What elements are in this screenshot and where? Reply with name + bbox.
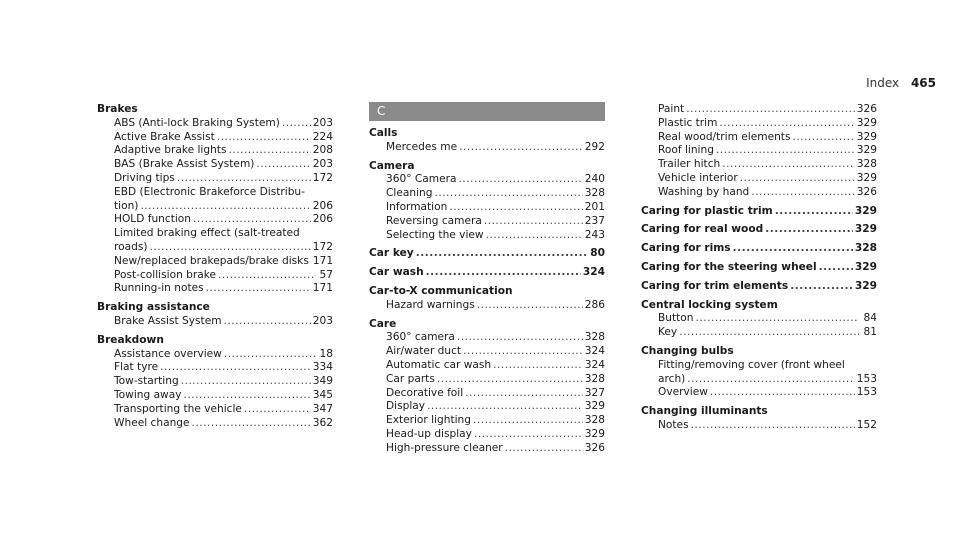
dot-leader	[427, 400, 583, 414]
page-ref: 153	[856, 386, 877, 399]
page-ref: 171	[312, 282, 333, 295]
page-ref: 324	[584, 345, 605, 358]
page-ref: 57	[319, 268, 333, 281]
entry-label: Transporting the vehicle	[114, 402, 242, 415]
dot-leader	[493, 359, 583, 373]
index-entry[interactable]	[641, 103, 877, 117]
page-ref: 171	[312, 254, 334, 267]
index-entry[interactable]	[97, 389, 333, 403]
page-ref: 329	[854, 204, 877, 217]
index-entry[interactable]	[369, 359, 605, 373]
entry-label: Mercedes me	[386, 140, 458, 153]
entry-label: Notes	[658, 418, 689, 431]
dot-leader	[474, 428, 583, 442]
entry-label: Real wood/trim elements	[658, 130, 791, 143]
index-entry[interactable]	[369, 345, 605, 359]
page-ref: 237	[584, 214, 605, 227]
page-ref: 349	[312, 375, 333, 388]
entry-label: Brake Assist System	[114, 314, 222, 327]
index-entry-wrap: EBD (Electronic Brakeforce Distribu-	[114, 185, 305, 198]
entry-label: Tow-starting	[114, 375, 179, 388]
index-entry[interactable]	[97, 200, 333, 214]
entry-label: Washing by hand	[658, 185, 750, 198]
dot-leader	[765, 223, 853, 237]
entry-label: HOLD function	[114, 213, 192, 226]
index-entry[interactable]	[97, 241, 333, 255]
page-ref: 81	[863, 326, 877, 339]
index-entry[interactable]	[97, 348, 333, 362]
page-ref: 201	[584, 200, 605, 213]
dot-leader	[437, 373, 583, 387]
index-entry[interactable]	[369, 414, 605, 428]
entry-label: 360° camera	[386, 331, 455, 344]
dot-leader	[505, 442, 583, 456]
page-ref: 326	[856, 103, 877, 115]
entry-label: Cleaning	[386, 187, 433, 200]
dot-leader	[740, 172, 855, 186]
page-ref: 203	[312, 314, 333, 327]
entry-label: Caring for the steering wheel	[641, 260, 817, 273]
index-entry-wrap: Limited braking effect (salt-treated	[114, 227, 300, 240]
page-ref: 203	[312, 116, 333, 129]
page-ref: 328	[584, 187, 605, 200]
index-heading: Changing bulbs	[641, 344, 734, 357]
dot-leader	[686, 103, 855, 117]
index-entry[interactable]	[97, 282, 333, 296]
page-ref: 324	[582, 266, 605, 279]
dot-leader	[434, 187, 582, 201]
entry-label: Active Brake Assist	[114, 130, 215, 143]
dot-leader	[224, 315, 311, 329]
page-header	[866, 76, 936, 90]
page-ref: 172	[312, 171, 333, 184]
index-entry[interactable]	[369, 173, 605, 187]
page-ref: 329	[854, 279, 877, 292]
index-entry[interactable]	[369, 201, 605, 215]
dot-leader	[486, 229, 583, 243]
index-entry[interactable]	[97, 417, 333, 431]
index-entry[interactable]	[97, 117, 333, 131]
index-entry[interactable]	[641, 419, 877, 433]
index-entry[interactable]	[641, 386, 877, 400]
dot-leader	[716, 144, 855, 158]
page-ref: 152	[856, 418, 877, 431]
page-ref: 329	[584, 427, 605, 440]
entry-label: Flat tyre	[114, 361, 159, 374]
dot-leader	[244, 403, 311, 417]
entry-label: Caring for plastic trim	[641, 204, 773, 217]
index-heading: Brakes	[97, 103, 138, 115]
entry-label: Car wash	[369, 266, 424, 279]
page-ref: 286	[584, 298, 605, 311]
entry-label: Towing away	[114, 388, 182, 401]
dot-leader	[416, 247, 587, 261]
index-heading: Central locking system	[641, 298, 778, 311]
index-entry[interactable]	[97, 131, 333, 145]
entry-label: Display	[386, 400, 426, 413]
page-ref: 334	[312, 361, 333, 374]
entry-label: Information	[386, 200, 448, 213]
index-entry[interactable]	[97, 172, 333, 186]
entry-label: tion)	[114, 199, 139, 212]
index-entry[interactable]	[369, 187, 605, 201]
page-ref: 172	[312, 240, 333, 253]
index-heading-entry[interactable]	[369, 247, 605, 261]
entry-label: Trailer hitch	[658, 158, 721, 171]
page-ref: 243	[584, 228, 605, 241]
dot-leader	[206, 282, 311, 296]
page-ref: 206	[312, 213, 333, 226]
entry-label: 360° Camera	[386, 173, 457, 186]
index-entry[interactable]	[641, 326, 877, 340]
dot-leader	[819, 261, 853, 275]
dot-leader	[183, 389, 310, 403]
page-ref: 328	[584, 372, 605, 385]
page-ref: 345	[312, 388, 333, 401]
dot-leader	[458, 173, 582, 187]
index-entry[interactable]	[97, 315, 333, 329]
page-ref: 329	[584, 400, 605, 413]
entry-label: High-pressure cleaner	[386, 441, 503, 454]
index-entry[interactable]	[369, 428, 605, 442]
dot-leader	[484, 215, 583, 229]
entry-label: Car parts	[386, 372, 435, 385]
dot-leader	[687, 373, 854, 387]
entry-label: Decorative foil	[386, 386, 464, 399]
entry-label: ABS (Anti-lock Braking System)	[114, 116, 280, 129]
dot-leader	[457, 331, 583, 345]
index-entry[interactable]	[97, 255, 333, 269]
index-heading: Breakdown	[97, 333, 164, 346]
entry-label: Running-in notes	[114, 282, 204, 295]
index-heading: Calls	[369, 127, 398, 139]
entry-label: New/replaced brakepads/brake disks	[114, 254, 309, 267]
entry-label: arch)	[658, 372, 686, 385]
index-entry[interactable]	[641, 186, 877, 200]
index-heading-entry[interactable]	[641, 205, 877, 219]
page-ref: 324	[584, 358, 605, 371]
page-ref: 80	[590, 247, 605, 260]
dot-leader	[691, 419, 855, 433]
dot-leader	[465, 387, 583, 401]
page-ref: 153	[856, 372, 877, 385]
index-column-3	[641, 103, 877, 433]
index-entry[interactable]	[641, 312, 877, 326]
index-column-2	[369, 102, 605, 456]
page-ref: 84	[863, 312, 877, 325]
page-ref: 326	[584, 441, 605, 454]
page-ref: 224	[312, 130, 333, 143]
page-ref: 208	[312, 144, 333, 157]
index-entry[interactable]	[369, 331, 605, 345]
page-ref: 326	[856, 185, 877, 198]
section-title: Index	[866, 76, 900, 90]
dot-leader	[181, 375, 311, 389]
entry-label: Button	[658, 312, 694, 325]
dot-leader	[282, 117, 311, 131]
dot-leader	[140, 200, 310, 214]
page-ref: 328	[584, 331, 605, 344]
entry-label: Hazard warnings	[386, 298, 475, 311]
index-entry[interactable]	[369, 299, 605, 313]
index-entry[interactable]	[369, 141, 605, 155]
dot-leader	[696, 312, 860, 326]
index-entry[interactable]	[369, 400, 605, 414]
page-ref: 329	[854, 223, 877, 236]
page-ref: 329	[856, 130, 877, 143]
index-heading: Care	[369, 317, 397, 330]
entry-label: Caring for rims	[641, 242, 731, 255]
page-ref: 329	[856, 116, 877, 129]
entry-label: Adaptive brake lights	[114, 144, 227, 157]
index-heading-entry[interactable]	[641, 261, 877, 275]
index-entry[interactable]	[641, 172, 877, 186]
index-entry[interactable]	[641, 158, 877, 172]
page-ref: 347	[312, 402, 333, 415]
dot-leader	[792, 131, 854, 145]
index-heading-entry[interactable]	[641, 242, 877, 256]
entry-label: BAS (Brake Assist System)	[114, 158, 255, 171]
page-ref: 362	[312, 416, 333, 429]
entry-label: roads)	[114, 240, 148, 253]
index-entry[interactable]	[97, 269, 333, 283]
index-entry[interactable]	[97, 403, 333, 417]
dot-leader	[228, 144, 310, 158]
dot-leader	[790, 280, 853, 294]
dot-leader	[256, 158, 310, 172]
entry-label: Reversing camera	[386, 214, 482, 227]
page-ref: 328	[856, 158, 877, 171]
entry-label: Driving tips	[114, 171, 175, 184]
page-ref: 328	[854, 242, 877, 255]
dot-leader	[722, 158, 855, 172]
index-entry[interactable]	[641, 373, 877, 387]
dot-leader	[160, 361, 311, 375]
index-entry[interactable]	[641, 144, 877, 158]
section-letter: C	[369, 102, 605, 121]
entry-label: Post-collision brake	[114, 268, 216, 281]
entry-label: Vehicle interior	[658, 171, 738, 184]
entry-label: Car key	[369, 247, 414, 260]
index-heading: Camera	[369, 159, 415, 172]
page-ref: 327	[584, 386, 605, 399]
dot-leader	[719, 117, 854, 131]
dot-leader	[775, 205, 853, 219]
entry-label: Wheel change	[114, 416, 190, 429]
page-ref: 18	[319, 347, 333, 360]
dot-leader	[710, 386, 855, 400]
entry-label: Paint	[658, 103, 685, 115]
page-number: 465	[910, 76, 936, 90]
entry-label: Air/water duct	[386, 345, 462, 358]
index-heading-entry[interactable]	[641, 223, 877, 237]
dot-leader	[149, 241, 310, 255]
dot-leader	[459, 141, 583, 155]
entry-label: Caring for real wood	[641, 223, 764, 236]
entry-label: Caring for trim elements	[641, 279, 789, 292]
index-entry[interactable]	[641, 131, 877, 145]
dot-leader	[192, 417, 311, 431]
index-heading: Braking assistance	[97, 301, 210, 314]
index-entry[interactable]	[369, 442, 605, 456]
index-entry[interactable]	[97, 158, 333, 172]
dot-leader	[733, 242, 853, 256]
entry-label: Plastic trim	[658, 116, 718, 129]
entry-label: Roof lining	[658, 144, 714, 157]
index-heading-entry[interactable]	[369, 266, 605, 280]
entry-label: Exterior lighting	[386, 414, 471, 427]
index-entry[interactable]	[97, 361, 333, 375]
dot-leader	[193, 213, 311, 227]
index-entry[interactable]	[97, 144, 333, 158]
entry-label: Automatic car wash	[386, 358, 492, 371]
entry-label: Overview	[658, 386, 708, 399]
dot-leader	[473, 414, 583, 428]
dot-leader	[426, 266, 581, 280]
page-ref: 203	[312, 158, 333, 171]
page-ref: 240	[584, 173, 605, 186]
dot-leader	[751, 186, 854, 200]
index-entry[interactable]	[97, 213, 333, 227]
entry-label: Head-up display	[386, 427, 472, 440]
index-entry-wrap: Fitting/removing cover (front wheel	[658, 358, 845, 371]
index-heading: Car-to-X communication	[369, 284, 513, 297]
page-ref: 292	[584, 140, 605, 153]
page-ref: 206	[312, 199, 333, 212]
index-entry[interactable]	[369, 215, 605, 229]
page-ref: 329	[856, 144, 877, 157]
dot-leader	[177, 172, 311, 186]
dot-leader	[217, 131, 311, 145]
entry-label: Assistance overview	[114, 347, 222, 360]
index-entry[interactable]	[97, 375, 333, 389]
index-entry[interactable]	[369, 373, 605, 387]
entry-label: Key	[658, 326, 678, 339]
page-ref: 329	[854, 260, 877, 273]
index-heading-entry[interactable]	[641, 280, 877, 294]
page-ref: 329	[856, 171, 877, 184]
dot-leader	[463, 345, 583, 359]
page-ref: 328	[584, 414, 605, 427]
dot-leader	[224, 348, 315, 362]
index-entry[interactable]	[641, 117, 877, 131]
index-heading: Changing illuminants	[641, 405, 768, 418]
index-entry[interactable]	[369, 229, 605, 243]
dot-leader	[679, 326, 859, 340]
dot-leader	[218, 269, 315, 283]
index-entry[interactable]	[369, 387, 605, 401]
entry-label: Selecting the view	[386, 228, 484, 241]
dot-leader	[449, 201, 582, 215]
index-column-1	[97, 103, 333, 430]
dot-leader	[477, 299, 583, 313]
